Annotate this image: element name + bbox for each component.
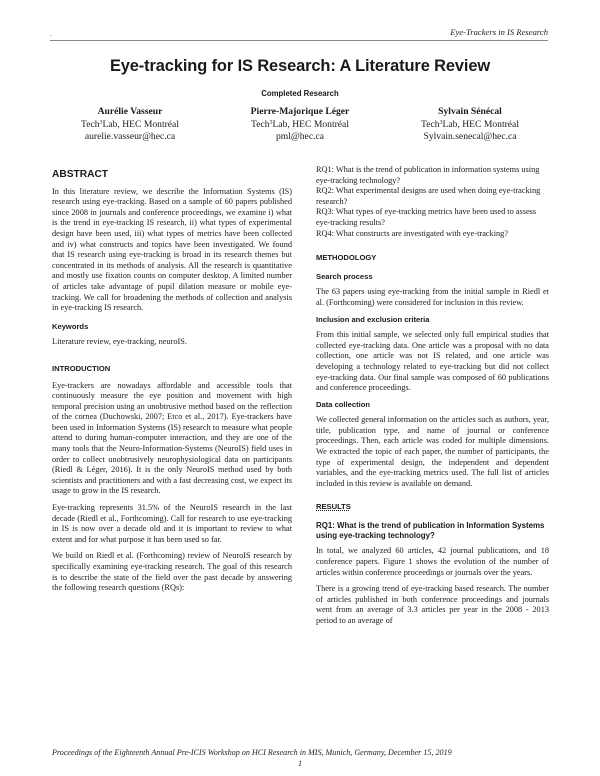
keywords-heading: Keywords [52,321,89,331]
author-name: Sylvain Sénécal [438,106,502,117]
page-number: 1 [297,759,303,768]
running-head: Eye-Trackers in IS Research [450,27,548,37]
author-1 [40,106,220,144]
author-3 [380,106,560,144]
abstract-text: In this literature review, we describe the Information Systems (IS) research using eye-tracking. Based on a sample of 60 papers published since 2008 in journals and conference proceedings, we examine i) what is the trend in eye-tracking IS research, ii) what types of experimental design have been used, iii) what types of metrics have been collected and iv) what constructs and topics have been investigated. We found that IS research using eye-tracking is broad in its research themes but concentrated in its methods of analysis. All the research is quantitative and mostly use fixation counts on computer desktop. A limited number of articles take advantage of pupil dilation measure or mobile eye-tracking. We call for broadening the methods of collection and analysis in eye-tracking IS research. [52,186,292,313]
rq-item-4: RQ4: What constructs are investigated with eye-tracking? [316,228,508,238]
intro-paragraph-3: We build on Riedl et al. (Forthcoming) review of NeuroIS research by specifically examining eye-tracking research. The goal of this research is to describe the state of the field over the past decade by answering the following research questions (RQs): [52,551,292,593]
rq-item-1: RQ1: What is the trend of publication in information systems using eye-tracking technology? [316,165,540,185]
data-collection-text: We collected general information on the articles such as authors, year, title, publication type, and name of journal or conference proceedings. Then, each article was coded for multiple dimensions. We extracted the topic of each paper, the number of participants, the type of experimental design, the independent and dependent variables, and the eye-tracking metrics used. The full list of articles included in this review is available on demand. [316,415,549,488]
search-process-heading: Search process [316,271,373,281]
search-process-text: The 63 papers using eye-tracking from the initial sample in Riedl et al. (Forthcoming) were considered for inclusion in this review. [316,287,549,307]
paper-title: Eye-tracking for IS Research: A Literature Review [109,57,491,75]
author-affiliation: Tech$^3$Lab, HEC Montréal [81,118,179,130]
methodology-heading: METHODOLOGY [316,253,377,263]
research-questions [316,165,549,239]
rq-item-2: RQ2: What experimental designs are used when doing eye-tracking research? [316,186,541,206]
author-name: Aurélie Vasseur [97,106,163,117]
author-affiliation: Tech$^3$Lab, HEC Montréal [251,118,349,130]
author-email[interactable]: aurelie.vasseur@hec.ca [84,131,176,142]
header-mark: . [50,30,52,38]
results-paragraph-2: There is a growing trend of eye-tracking based research. The number of articles published in both conference proceedings and journals went from an average of 3.3 articles per year in the 2008 - 2013 period to an average of [316,584,549,625]
intro-paragraph-1: Eye-trackers are nowadays affordable and accessible tools that continuously measure the eye position and movement with high temporal precision using an unobtrusive method based on the reflection of the cornea (Duchowski, 2007; Etco et al., 2017). Eye-trackers have been used in Information Systems (IS) research to measure what people attend to during human-computer interaction, and they are one of the many tools that the Neuro-Information-Systems (NeuroIS) field uses in order to collect unobtrusively neurophysiological data on participants (Riedl & Léger, 2016). It is the only NeuroIS method used by both scientists and practitioners and with a fast decreasing cost, we expect its usage to grow in the IS research. [52,380,292,496]
author-2 [210,106,390,144]
header-rule [50,40,548,41]
keywords-text: Literature review, eye-tracking, neuroIS. [52,337,187,347]
rq1-heading: RQ1: What is the trend of publication in Information Systems using eye-tracking technology? [316,521,545,541]
intro-paragraph-2: Eye-tracking represents 31.5% of the NeuroIS research in the last decade (Riedl et al., Forthcoming). Call for research to use eye-tracking in IS is now over a decade old and it is important to review to what extent and for what purpose it has been used so far. [52,503,292,544]
paper-status: Completed Research [261,89,339,98]
author-name: Pierre-Majorique Léger [250,106,350,117]
author-email[interactable]: pml@hec.ca [276,131,324,142]
rq-item-3: RQ3: What types of eye-tracking metrics have been used to assess eye-tracking results? [316,207,537,227]
inclusion-criteria-text: From this initial sample, we selected only full empirical studies that collected eye-tracking data. One article was a proposal with no data collection, one article was not IS related, and one article was developing a technology related to eye-tracking but did not collect eye-tracking data. Our final sample was composed of 60 publications and conference proceedings. [316,330,549,393]
results-paragraph-1: In total, we analyzed 60 articles, 42 journal publications, and 18 conference papers. Figure 1 shows the evolution of the number of articles within conference proceedings or journals over the years. [316,546,549,577]
right-column [316,165,549,633]
introduction-heading: INTRODUCTION [52,363,111,373]
author-email[interactable]: Sylvain.senecal@hec.ca [423,131,517,142]
proceedings-footer: Proceedings of the Eighteenth Annual Pre-ICIS Workshop on HCI Research in MIS, Munich, Germany, December 15, 2019 [52,748,452,757]
data-collection-heading: Data collection [316,399,371,409]
inclusion-criteria-heading: Inclusion and exclusion criteria [316,314,430,324]
left-column [52,170,292,600]
abstract-heading: ABSTRACT [52,169,109,180]
author-affiliation: Tech$^3$Lab, HEC Montréal [421,118,519,130]
results-heading: RESULTS [316,502,351,512]
